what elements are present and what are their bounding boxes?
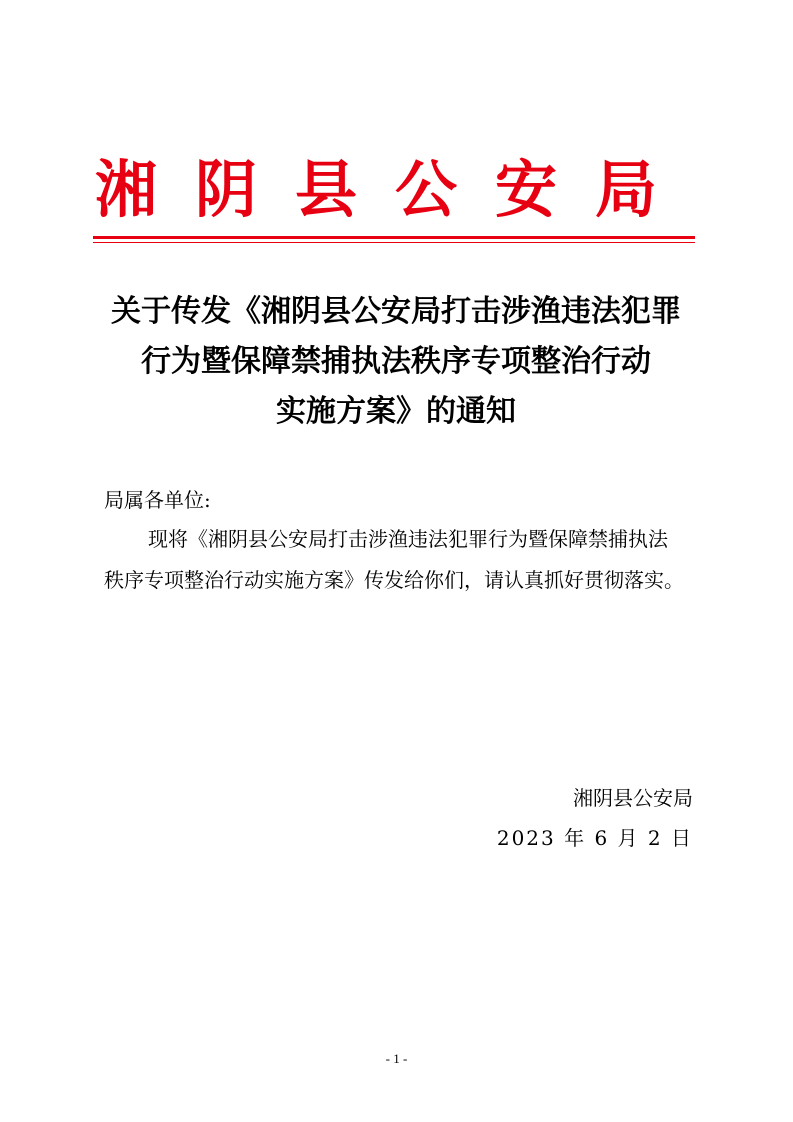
red-header-rule-thick bbox=[93, 236, 695, 239]
salutation: 局属各单位: bbox=[104, 488, 211, 512]
red-header-rule-thin bbox=[93, 242, 695, 243]
body-paragraph bbox=[104, 519, 696, 601]
title-line: 实施方案》的通知 bbox=[276, 394, 516, 429]
signature-organization: 湘阴县公安局 bbox=[573, 786, 693, 810]
document-title bbox=[96, 287, 696, 437]
body-line: 现将《湘阴县公安局打击涉渔违法犯罪行为暨保障禁捕执法 bbox=[148, 527, 668, 551]
title-line: 关于传发《湘阴县公安局打击涉渔违法犯罪 bbox=[111, 294, 681, 329]
issuer-header: 湘阴县公安局 bbox=[95, 153, 696, 226]
page-number: - 1 - bbox=[385, 1051, 408, 1066]
title-line: 行为暨保障禁捕执法秩序专项整治行动 bbox=[141, 344, 651, 379]
body-line: 秩序专项整治行动实施方案》传发给你们，请认真抓好贯彻落实。 bbox=[104, 568, 684, 592]
signature-date: 2023 年 6 月 2 日 bbox=[496, 826, 693, 850]
